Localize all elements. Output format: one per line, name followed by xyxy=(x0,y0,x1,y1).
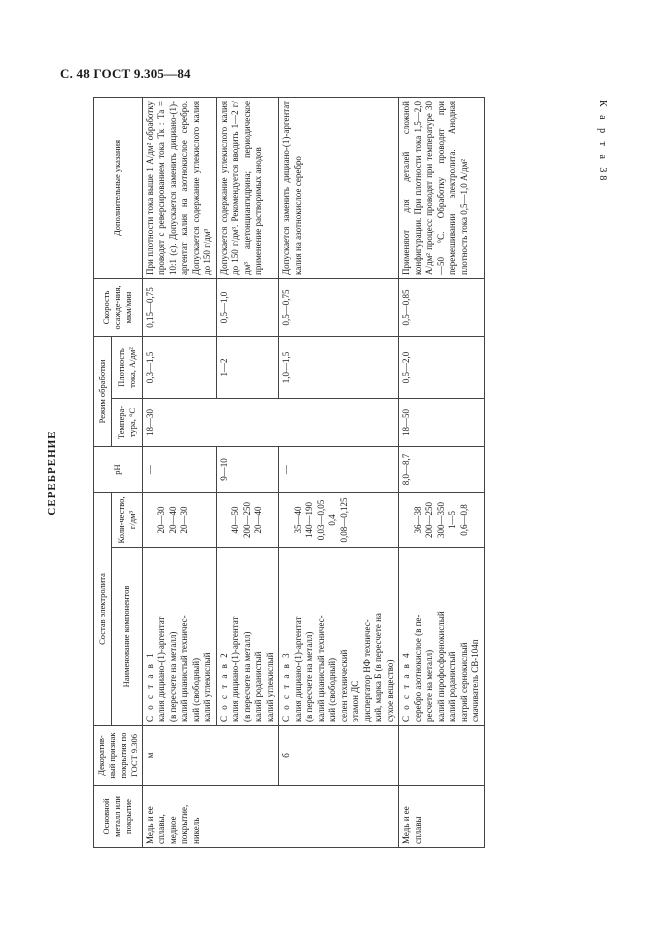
component-name: калий роданистый xyxy=(253,651,264,722)
base-metal-cell: Медь и ее сплавы, медное покрытие, никель xyxy=(142,786,216,848)
decorative-cell xyxy=(216,726,279,786)
quantities-cell xyxy=(279,493,399,548)
quantity-value: 0,08—0,125 xyxy=(338,497,349,543)
ph-cell: 8,0—8,7 xyxy=(399,447,485,493)
current-density-cell: 1,0—1,5 xyxy=(279,337,399,399)
component-name: калий пирофосфорнокислый xyxy=(435,611,446,722)
component-name: калий цианистый техничес- xyxy=(179,615,190,722)
col-decorative: Декоратив-ный признак покрытия по ГОСТ 9.306 xyxy=(94,726,143,786)
col-quantity: Коли-чество, г/дм³ xyxy=(112,493,142,548)
current-density-cell: 1—2 xyxy=(216,337,279,399)
quantity-value: 20—30 xyxy=(156,506,167,534)
ph-cell: — xyxy=(142,447,216,493)
component-name: калия дициано-(1)-аргентат xyxy=(230,616,241,722)
component-name: кий (свободный) xyxy=(327,657,338,722)
temperature-cell: 18—50 xyxy=(399,399,485,447)
decorative-cell: м xyxy=(142,726,216,786)
table-row xyxy=(216,98,279,848)
temperature-cell: 18—30 xyxy=(142,399,216,447)
card-number: К а р т а 38 xyxy=(597,100,608,184)
component-name: кий, марка Б (в пересчете на xyxy=(373,613,384,722)
component-name: смачиватель СВ-104п xyxy=(470,639,481,722)
col-notes: Дополнительные указания xyxy=(94,98,143,279)
notes-cell: Допускается заменить дициано-(1)-аргентат калия на азотнокислое серебро xyxy=(279,98,399,279)
sostav-label: С о с т а в 3 xyxy=(281,651,292,722)
col-base-metal: Основной металл или покрытие xyxy=(94,786,143,848)
current-density-cell: 0,5—2,0 xyxy=(399,337,485,399)
ph-cell: — xyxy=(279,447,399,493)
component-name: диспергатор НФ техничес- xyxy=(361,619,372,722)
deposition-rate-cell: 0,5—0,75 xyxy=(279,279,399,337)
page-header: С. 48 ГОСТ 9.305—84 xyxy=(60,66,191,81)
temperature-cell xyxy=(216,399,279,447)
quantity-value: 35—40 xyxy=(292,506,303,534)
component-name: кий (свободный) xyxy=(190,657,201,722)
temperature-cell xyxy=(279,399,399,447)
base-metal-cell: Медь и ее сплавы xyxy=(399,786,485,848)
component-name: селен технический xyxy=(338,649,349,722)
quantities-cell xyxy=(216,493,279,548)
component-name: (в пересчете на металл) xyxy=(304,631,315,722)
table-row xyxy=(142,98,216,848)
quantities-cell xyxy=(142,493,216,548)
col-component-name: Наименование компонентов xyxy=(112,548,142,726)
quantity-value: 40—50 xyxy=(230,506,241,534)
rotated-table-block xyxy=(38,98,598,848)
quantity-value: 20—40 xyxy=(167,506,178,534)
sostav-label: С о с т а в 2 xyxy=(218,651,229,722)
components-cell xyxy=(216,548,279,726)
components-cell xyxy=(279,548,399,726)
quantity-value: 36—38 xyxy=(412,506,423,534)
sostav-label: С о с т а в 4 xyxy=(401,651,412,722)
components-cell xyxy=(142,548,216,726)
col-mode: Режим обработки xyxy=(94,337,112,447)
component-name: (в пересчете на металл) xyxy=(241,631,252,722)
component-name: калия дициано-(1)-аргентат xyxy=(292,616,303,722)
section-title: СЕРЕБРЕНИЕ xyxy=(46,430,58,516)
col-electrolyte: Состав электролита xyxy=(94,493,112,726)
table-row xyxy=(399,98,485,848)
quantity-value: 1—5 xyxy=(447,511,458,529)
component-name: калия дициано-(1)-аргентат xyxy=(156,616,167,722)
quantity-value: 20—40 xyxy=(253,506,264,534)
notes-cell: Применяют для деталей сложной конфигурации. При плотности тока 1,5—2,0 А/дм² процесс проводят при температуре 30—50 °С. Обработку проводят при перемешивании электролита. Анодная плотность тока 0,5—1,0 А/дм² xyxy=(399,98,485,279)
quantity-value: 200—250 xyxy=(424,502,435,538)
component-name: (в пересчете на металл) xyxy=(167,631,178,722)
component-name: калий углекислый xyxy=(202,652,213,722)
quantity-value: 0,03—0,05 xyxy=(315,499,326,541)
notes-cell: Допускается содержание углекислого калия до 150 г/дм³. Рекомендуется вводить 1—2 г/дм³ ацетонциангидрина; периодическое применение растворимых анодов xyxy=(216,98,279,279)
quantity-value: 0,6—0,8 xyxy=(458,504,469,536)
table-row xyxy=(279,98,399,848)
quantities-cell xyxy=(399,493,485,548)
component-name: этамон ДС xyxy=(350,680,361,722)
component-name: калий роданистый xyxy=(447,651,458,722)
deposition-rate-cell: 0,5—0,85 xyxy=(399,279,485,337)
silvering-table xyxy=(93,97,485,848)
component-name: ресчете на металл) xyxy=(424,649,435,722)
quantity-value: 300—350 xyxy=(435,502,446,538)
col-ph: pH xyxy=(94,447,143,493)
deposition-rate-cell: 0,5—1,0 xyxy=(216,279,279,337)
col-temperature: Темпера-тура, °С xyxy=(112,399,142,447)
col-current-density: Плотность тока, А/дм² xyxy=(112,337,142,399)
quantity-value: 20—30 xyxy=(179,506,190,534)
base-metal-cell xyxy=(216,786,279,848)
quantity-value: 140—190 xyxy=(304,502,315,538)
decorative-cell xyxy=(399,726,485,786)
deposition-rate-cell: 0,15—0,75 xyxy=(142,279,216,337)
component-name: натрий сернокислый xyxy=(458,642,469,722)
components-cell xyxy=(399,548,485,726)
col-deposition-rate: Скорость осажде-ния, мкм/мин xyxy=(94,279,143,337)
quantity-value: 200—250 xyxy=(241,502,252,538)
component-name: сухое вещество) xyxy=(384,659,395,722)
current-density-cell: 0,3—1,5 xyxy=(142,337,216,399)
ph-cell: 9—10 xyxy=(216,447,279,493)
component-name: калий цианистый техничес- xyxy=(315,615,326,722)
notes-cell: При плотности тока выше 1 А/дм² обработку проводят с реверсированием тока Тк : Та = 10:1 (с). Допускается заменить дициано-(1)-аргентат калия на азотнокислое серебро. Допускается содержание углекислого калия до 150 г/дм³ xyxy=(142,98,216,279)
component-name: серебро азотнокислое (в пе- xyxy=(412,614,423,722)
base-metal-cell xyxy=(279,786,399,848)
decorative-cell: б xyxy=(279,726,399,786)
quantity-value: 0,4 xyxy=(327,514,338,526)
sostav-label: С о с т а в 1 xyxy=(144,651,155,722)
component-name: калий углекислый xyxy=(264,652,275,722)
